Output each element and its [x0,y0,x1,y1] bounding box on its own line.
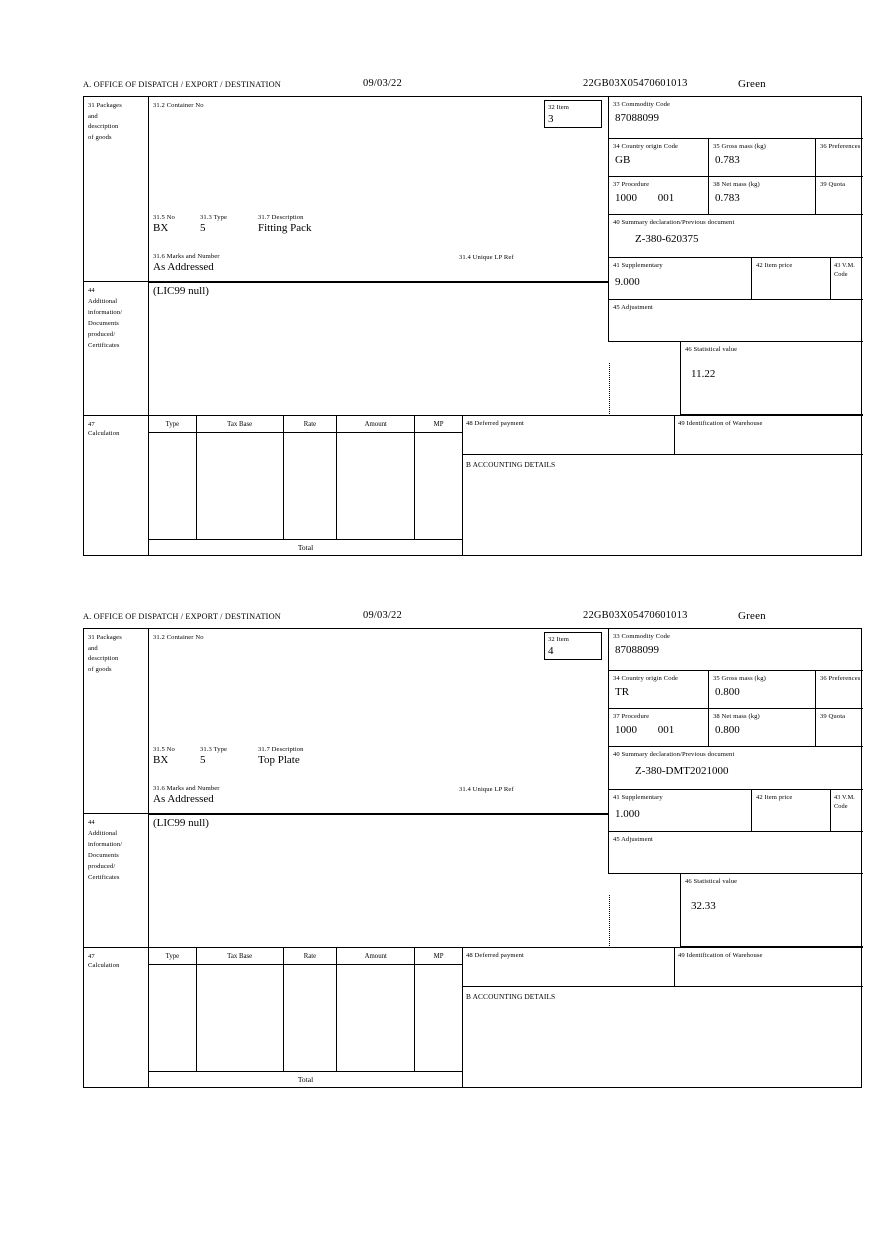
declaration-date: 09/03/22 [363,78,402,89]
field-38-net-mass [708,709,815,747]
field-48-deferred-payment [462,947,674,987]
field-33-label: 33 Commodity Code [613,101,671,108]
cell-type [149,965,196,1071]
declaration-body-2 [83,628,862,1088]
field-31-7-value: Top Plate [258,754,300,766]
field-44-value-area [148,814,608,947]
office-of-dispatch-label: A. OFFICE OF DISPATCH / EXPORT / DESTINATION [83,612,281,621]
office-of-dispatch-label: A. OFFICE OF DISPATCH / EXPORT / DESTINATION [83,80,281,89]
field-46-label: 46 Statistical value [685,878,738,885]
cell-mp [415,965,462,1071]
additional-information-value: (LIC99 null) [153,285,209,297]
field-40-label: 40 Summary declaration/Previous document [613,751,735,758]
field-44-label: 44 Additional information/ Documents produced/ Certificates [88,287,123,349]
field-43-label: 43 V.M. Code [834,794,855,810]
field-31-label: 31 Packages and description of goods [84,629,148,814]
field-35-value: 0.800 [715,686,740,698]
col-rate: Rate [283,948,337,965]
table-row [149,433,462,539]
field-44-label: 44 Additional information/ Documents produced/ Certificates [88,819,123,881]
packages-column-values [153,222,593,238]
col-amount: Amount [337,948,415,965]
field-36-label: 36 Preferences [820,675,861,682]
field-31-5-label: 31.5 No [153,746,175,753]
table-total-row [149,1071,462,1088]
field-39-quota [815,177,863,215]
field-43-label: 43 V.M. Code [834,262,855,278]
field-33-value: 87088099 [615,644,659,656]
field-37-label: 37 Procedure [613,713,650,720]
table-header-row [149,948,462,965]
cell-mp [415,433,462,539]
field-49-warehouse [674,415,863,455]
field-45-adjustment [608,832,863,874]
field-37-value-1: 1000 [615,724,637,736]
field-31-6-value: As Addressed [153,261,214,273]
field-48-label: 48 Deferred payment [466,952,524,959]
field-41-supplementary [608,790,751,832]
field-34-label: 34 Country origin Code [613,143,679,150]
declaration-reference: 22GB03X05470601013 [583,610,688,621]
field-49-label: 49 Identification of Warehouse [678,420,763,427]
field-45-adjustment [608,300,863,342]
field-37-value-2: 001 [657,724,675,736]
field-49-warehouse [674,947,863,987]
field-38-net-mass [708,177,815,215]
field-37-value-1: 1000 [615,192,637,204]
field-31-3-label: 31.3 Type [200,214,228,221]
field-43-vm-code [830,258,863,300]
field-31-7-label: 31.7 Description [258,214,304,221]
field-31-6-value: As Addressed [153,793,214,805]
field-35-label: 35 Gross mass (kg) [713,675,766,682]
field-42-item-price [751,790,830,832]
field-47-label: 47 Calculation [84,415,148,556]
field-46-value: 32.33 [691,900,716,912]
field-48-deferred-payment [462,415,674,455]
field-42-item-price [751,258,830,300]
field-32-label: 32 Item [548,104,570,111]
field-31-2-label: 31.2 Container No [153,102,204,109]
field-40-previous-document [608,215,863,258]
field-46-value: 11.22 [691,368,716,380]
field-40-previous-document [608,747,863,790]
field-36-preferences [815,139,863,177]
col-type: Type [149,948,196,965]
field-34-value: TR [615,686,630,698]
field-41-label: 41 Supplementary [613,262,663,269]
field-31-5-value: BX [153,222,169,234]
field-41-value: 9.000 [615,276,640,288]
cell-tax-base [196,965,283,1071]
field-37-procedure [608,709,708,747]
field-31-2-label: 31.2 Container No [153,634,204,641]
total-label: Total [149,1071,462,1088]
field-34-label: 34 Country origin Code [613,675,679,682]
field-43-vm-code [830,790,863,832]
packages-area [148,97,608,282]
field-39-label: 39 Quota [820,181,846,188]
table-total-row [149,539,462,556]
field-46-statistical-value [680,342,863,415]
field-33-label: 33 Commodity Code [613,633,671,640]
declaration-body-1 [83,96,862,556]
field-38-label: 38 Net mass (kg) [713,181,760,188]
field-38-label: 38 Net mass (kg) [713,713,760,720]
field-35-gross-mass [708,671,815,709]
field-31-4-label: 31.4 Unique LP Ref [459,254,514,261]
field-b-accounting-details [462,987,863,1088]
field-32-label: 32 Item [548,636,570,643]
field-31-7-label: 31.7 Description [258,746,304,753]
field-31-5-label: 31.5 No [153,214,175,221]
field-31-5-value: BX [153,754,169,766]
customs-declaration-form-1 [83,78,862,556]
field-32-value: 3 [548,113,554,125]
field-42-label: 42 Item price [756,794,793,801]
cell-amount [337,965,415,1071]
cell-tax-base [196,433,283,539]
field-31-7-value: Fitting Pack [258,222,312,234]
total-label: Total [149,539,462,556]
dotted-divider [609,363,610,416]
field-45-label: 45 Adjustment [613,836,653,843]
field-31-3-label: 31.3 Type [200,746,228,753]
calculation-table [148,415,462,556]
field-b-accounting-details [462,455,863,556]
field-38-value: 0.800 [715,724,740,736]
field-41-label: 41 Supplementary [613,794,663,801]
field-b-label: B ACCOUNTING DETAILS [466,460,556,469]
field-34-value: GB [615,154,631,166]
field-49-label: 49 Identification of Warehouse [678,952,763,959]
field-41-supplementary [608,258,751,300]
col-mp: MP [415,416,462,433]
field-42-label: 42 Item price [756,262,793,269]
cell-rate [283,965,337,1071]
field-48-label: 48 Deferred payment [466,420,524,427]
field-38-value: 0.783 [715,192,740,204]
field-31-4-label: 31.4 Unique LP Ref [459,786,514,793]
field-45-label: 45 Adjustment [613,304,653,311]
table-row [149,965,462,1071]
field-b-label: B ACCOUNTING DETAILS [466,992,556,1001]
field-37-procedure [608,177,708,215]
col-tax-base: Tax Base [196,416,283,433]
col-amount: Amount [337,416,415,433]
field-34-country-origin [608,671,708,709]
additional-information-value: (LIC99 null) [153,817,209,829]
field-40-value: Z-380-DMT2021000 [635,765,729,777]
field-39-quota [815,709,863,747]
field-36-preferences [815,671,863,709]
field-33-commodity-code [608,97,863,139]
field-44-value-area [148,282,608,415]
field-37-value-2: 001 [657,192,675,204]
col-tax-base: Tax Base [196,948,283,965]
customs-declaration-form-2 [83,610,862,1088]
field-32-item [544,100,602,128]
field-34-country-origin [608,139,708,177]
field-32-item [544,632,602,660]
packages-area [148,629,608,814]
calculation-table [148,947,462,1088]
cell-type [149,433,196,539]
field-35-label: 35 Gross mass (kg) [713,143,766,150]
packages-column-values [153,754,593,770]
field-41-value: 1.000 [615,808,640,820]
field-31-3-value: 5 [200,222,206,234]
field-40-label: 40 Summary declaration/Previous document [613,219,735,226]
field-39-label: 39 Quota [820,713,846,720]
form-header-1 [83,78,862,96]
field-37-label: 37 Procedure [613,181,650,188]
cell-rate [283,433,337,539]
field-31-6-label: 31.6 Marks and Number [153,253,220,260]
field-46-label: 46 Statistical value [685,346,738,353]
field-33-value: 87088099 [615,112,659,124]
dotted-divider [609,895,610,948]
col-mp: MP [415,948,462,965]
field-31-label: 31 Packages and description of goods [84,97,148,282]
col-rate: Rate [283,416,337,433]
field-40-value: Z-380-620375 [635,233,699,245]
col-type: Type [149,416,196,433]
declaration-reference: 22GB03X05470601013 [583,78,688,89]
field-31-6-label: 31.6 Marks and Number [153,785,220,792]
table-header-row [149,416,462,433]
field-31-3-value: 5 [200,754,206,766]
field-35-gross-mass [708,139,815,177]
field-47-label: 47 Calculation [84,947,148,1088]
cell-amount [337,433,415,539]
status-badge: Green [738,78,766,90]
status-badge: Green [738,610,766,622]
declaration-date: 09/03/22 [363,610,402,621]
field-35-value: 0.783 [715,154,740,166]
field-36-label: 36 Preferences [820,143,861,150]
form-header-2 [83,610,862,628]
field-46-statistical-value [680,874,863,947]
field-32-value: 4 [548,645,554,657]
field-33-commodity-code [608,629,863,671]
